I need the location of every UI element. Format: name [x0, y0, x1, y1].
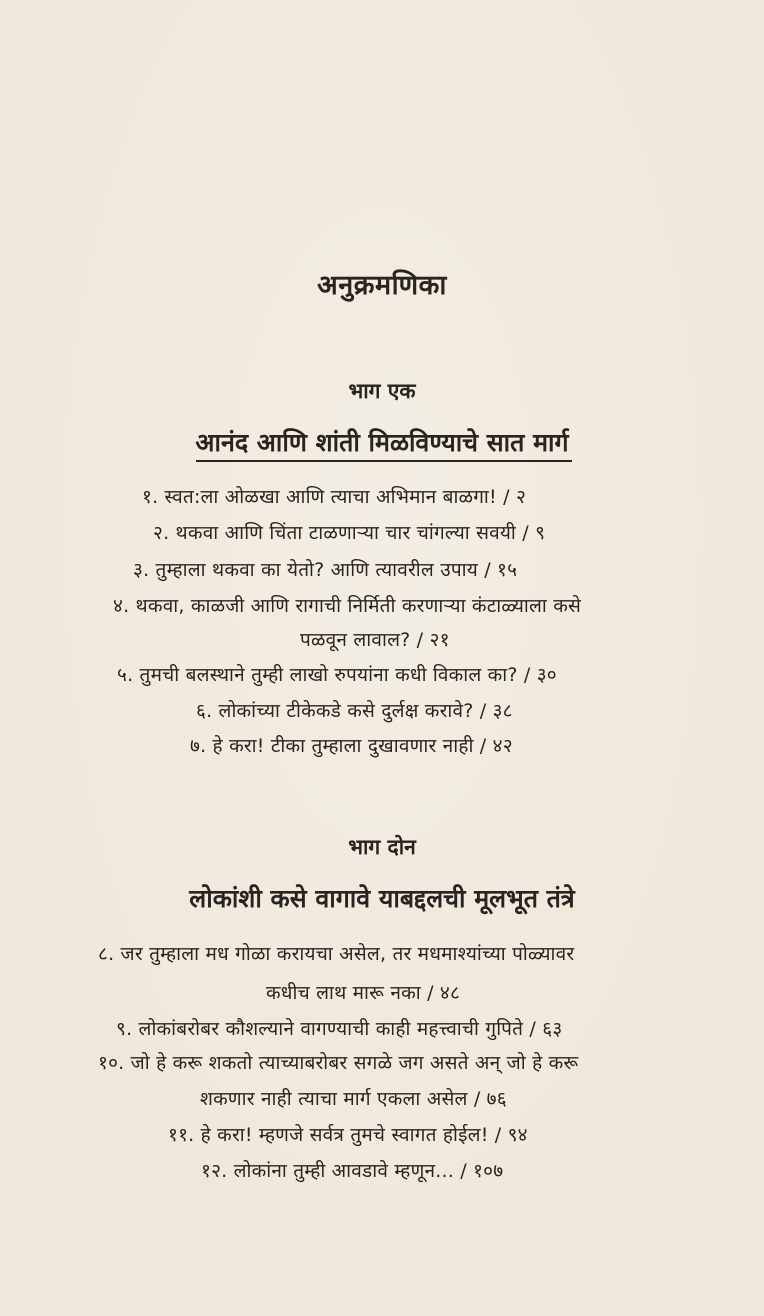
part-one-label: भाग एक — [348, 378, 416, 403]
toc-entry-4-cont: पळवून लावाल? / २१ — [300, 629, 450, 651]
toc-entry-12: १२. लोकांना तुम्ही आवडावे म्हणून... / १०७ — [201, 1160, 504, 1182]
toc-entry-5: ५. तुमची बलस्थाने तुम्ही लाखो रुपयांना कधी विकाल का? / ३० — [117, 664, 557, 686]
toc-entry-8-cont: कधीच लाथ मारू नका / ४८ — [266, 982, 461, 1004]
toc-entry-10-cont: शकणार नाही त्याचा मार्ग एकला असेल / ७६ — [200, 1088, 507, 1110]
toc-entry-3: ३. तुम्हाला थकवा का येतो? आणि त्यावरील उपाय / १५ — [133, 559, 518, 581]
part-one-heading-underline — [196, 460, 572, 462]
toc-entry-6: ६. लोकांच्या टीकेकडे कसे दुर्लक्ष करावे? / ३८ — [196, 700, 513, 722]
part-two-heading: लोकांशी कसे वागावे याबद्दलची मूलभूत तंत्रे — [189, 884, 575, 913]
toc-entry-8: ८. जर तुम्हाला मध गोळा करायचा असेल, तर मधमाश्यांच्या पोळ्यावर — [98, 943, 575, 965]
toc-entry-1: १. स्वत:ला ओळखा आणि त्याचा अभिमान बाळगा! / २ — [142, 486, 527, 508]
toc-title: अनुक्रमणिका — [317, 270, 447, 301]
toc-entry-4: ४. थकवा, काळजी आणि रागाची निर्मिती करणाऱ्या कंटाळ्याला कसे — [113, 595, 582, 617]
toc-entry-10: १०. जो हे करू शकतो त्याच्याबरोबर सगळे जग असते अन् जो हे करू — [98, 1052, 579, 1074]
toc-entry-2: २. थकवा आणि चिंता टाळणाऱ्या चार चांगल्या सवयी / ९ — [153, 522, 546, 544]
part-two-label: भाग दोन — [348, 834, 416, 859]
toc-entry-11: ११. हे करा! म्हणजे सर्वत्र तुमचे स्वागत होईल! / ९४ — [168, 1124, 528, 1146]
part-one-heading: आनंद आणि शांती मिळविण्याचे सात मार्ग — [195, 428, 569, 457]
toc-entry-9: ९. लोकांबरोबर कौशल्याने वागण्याची काही महत्त्वाची गुपिते / ६३ — [116, 1018, 563, 1040]
toc-entry-7: ७. हे करा! टीका तुम्हाला दुखावणार नाही / ४२ — [190, 735, 513, 757]
